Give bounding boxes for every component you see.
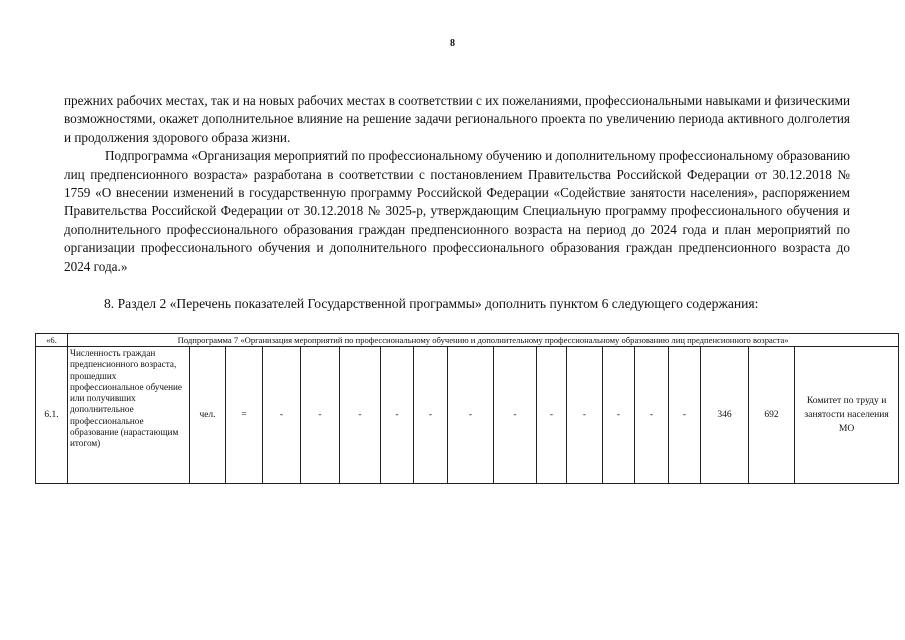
table-row bbox=[36, 347, 899, 484]
value-cell: 346 bbox=[701, 347, 749, 484]
value-cell: - bbox=[448, 347, 494, 484]
value-cell: - bbox=[263, 347, 301, 484]
value-cell: - bbox=[567, 347, 603, 484]
unit-cell: чел. bbox=[190, 347, 226, 484]
value-cell: - bbox=[537, 347, 567, 484]
type-cell: = bbox=[226, 347, 263, 484]
paragraph-continuation: прежних рабочих местах, так и на новых рабочих местах в соответствии с их пожеланиями, профессиональными навыками и физическими возможностями, окажет дополнительное влияние на решение задачи регионального проекта по увеличению периода активного долголетия и продолжения здорового образа жизни. bbox=[64, 93, 850, 145]
table-header-row bbox=[36, 334, 899, 347]
section-heading: 8. Раздел 2 «Перечень показателей Государственной программы» дополнить пунктом 6 следующего содержания: bbox=[104, 296, 759, 311]
row-number-cell: 6.1. bbox=[36, 347, 68, 484]
subprogram-title-cell: Подпрограмма 7 «Организация мероприятий по профессиональному обучению и дополнительному профессиональному образованию лиц предпенсионного возраста» bbox=[68, 334, 899, 347]
value-cell: - bbox=[635, 347, 669, 484]
paragraph-subprogram: Подпрограмма «Организация мероприятий по профессиональному обучению и дополнительному профессиональному образованию лиц предпенсионного возраста» разработана в соответствии с постановлением Правительства Российской Федерации от 30.12.2018 № 1759 «О внесении изменений в государственную программу Российской Федерации «Содействие занятости населения», распоряжением Правительства Российской Федерации от 30.12.2018 № 3025-р, утверждающим Специальную программу профессионального обучения и дополнительного профессионального образования граждан предпенсионного возраста на период до 2024 года и план мероприятий по организации профессионального обучения и дополнительного профессионального образования граждан предпенсионного возраста до 2024 года.» bbox=[64, 148, 850, 274]
value-cell: - bbox=[301, 347, 340, 484]
indicators-table bbox=[35, 333, 899, 484]
value-cell: - bbox=[603, 347, 635, 484]
value-cell: - bbox=[669, 347, 701, 484]
value-cell: - bbox=[340, 347, 381, 484]
section-number-cell: «6. bbox=[36, 334, 68, 347]
page-number: 8 bbox=[450, 38, 455, 49]
responsible-cell: Комитет по труду и занятости населения МО bbox=[795, 347, 899, 484]
value-cell: - bbox=[381, 347, 414, 484]
value-cell: 692 bbox=[749, 347, 795, 484]
indicator-name-cell: Численность граждан предпенсионного возраста, прошедших профессиональное обучение или получивших дополнительное профессиональное образование (нарастающим итогом) bbox=[68, 347, 190, 484]
value-cell: - bbox=[494, 347, 537, 484]
value-cell: - bbox=[414, 347, 448, 484]
body-text bbox=[64, 92, 850, 276]
